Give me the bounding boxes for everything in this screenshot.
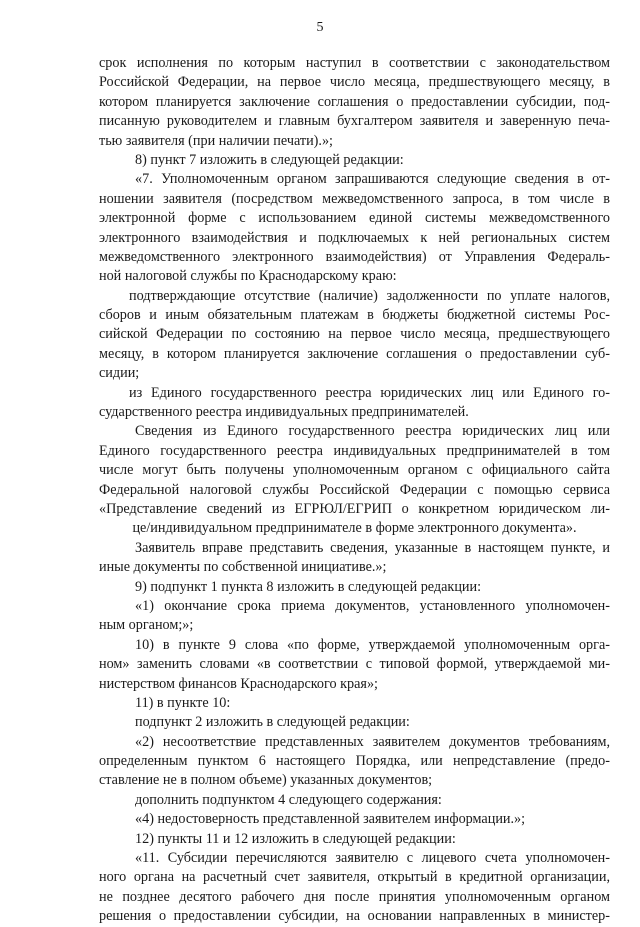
text-line: сийской Федерации по состоянию на первое число месяца, предшествующего xyxy=(99,326,610,343)
text-line: электронного взаимодействия и подключаемых к ней региональных систем xyxy=(99,229,610,246)
text-line: дополнить подпунктом 4 следующего содержания: xyxy=(135,791,442,808)
text-line: 12) пункты 11 и 12 изложить в следующей редакции: xyxy=(135,830,456,847)
text-line: межведомственного электронного взаимодействия) от Управления Федераль- xyxy=(99,248,610,265)
text-line: ношении заявителя (посредством межведомственного запроса, в том числе в xyxy=(99,190,610,207)
text-line: электронной форме с использованием единой системы межведомственного xyxy=(99,210,610,227)
text-line: «Представление сведений из ЕГРЮЛ/ЕГРИП о конкретном юридическом ли- xyxy=(99,500,610,517)
text-line: «11. Субсидии перечисляются заявителю с лицевого счета уполномочен- xyxy=(135,850,610,867)
text-line: ставление не в полном объеме) указанных документов; xyxy=(99,772,433,789)
text-line: подтверждающие отсутствие (наличие) задолженности по уплате налогов, xyxy=(129,287,610,304)
text-line: «1) окончание срока приема документов, установленного уполномочен- xyxy=(135,597,610,614)
text-line: числе могут быть получены уполномоченным органом с официального сайта xyxy=(99,462,610,479)
text-line: «2) несоответствие представленных заявителем документов требованиям, xyxy=(135,733,610,750)
text-line: 10) в пункте 9 слова «по форме, утверждаемой уполномоченным орга- xyxy=(135,636,610,653)
text-line: из Единого государственного реестра юридических лиц или Единого го- xyxy=(129,384,610,401)
text-line: ного органа на расчетный счет заявителя, открытый в кредитной организации, xyxy=(99,869,610,886)
text-line: месяцу, в котором планируется заключение соглашения о предоставлении суб- xyxy=(99,345,610,362)
text-line: решения о предоставлении субсидии, на основании направленных в министер- xyxy=(99,908,610,925)
text-line: не позднее десятого рабочего дня после принятия уполномоченным органом xyxy=(99,888,610,905)
text-line: ным органом;»; xyxy=(99,617,194,634)
text-line: определенным пунктом 6 настоящего Порядка, или непредставление (предо- xyxy=(99,753,610,770)
text-line: Заявитель вправе представить сведения, указанные в настоящем пункте, и xyxy=(135,539,610,556)
text-line: 11) в пункте 10: xyxy=(135,694,231,711)
text-line: «4) недостоверность представленной заявителем информации.»; xyxy=(135,811,526,828)
text-line: сударственного реестра индивидуальных предпринимателей. xyxy=(99,404,469,421)
text-line: тью заявителя (при наличии печати).»; xyxy=(99,132,333,149)
text-line: сборов и иным обязательным платежам в бюджеты бюджетной системы Рос- xyxy=(99,307,610,324)
text-line: 9) подпункт 1 пункта 8 изложить в следующей редакции: xyxy=(135,578,482,595)
text-line: нистерством финансов Краснодарского края»; xyxy=(99,675,378,692)
text-line: 8) пункт 7 изложить в следующей редакции: xyxy=(135,151,404,168)
text-line: срок исполнения по которым наступил в соответствии с законодательством xyxy=(99,55,610,71)
text-line: Единого государственного реестра индивидуальных предпринимателей в том xyxy=(99,442,610,459)
text-line: «7. Уполномоченным органом запрашиваются следующие сведения в от- xyxy=(135,171,610,188)
text-line: сидии; xyxy=(99,365,140,382)
text-line: писанную руководителем и главным бухгалтером заявителя и заверенную печа- xyxy=(99,113,610,130)
text-line: котором планируется заключение соглашения о предоставлении субсидии, под- xyxy=(99,93,610,110)
text-line: иные документы по собственной инициативе.»; xyxy=(99,559,387,576)
document-body xyxy=(99,54,610,927)
text-line: Российской Федерации, на первое число месяца, предшествующего месяцу, в xyxy=(99,74,610,91)
text-line: це/индивидуальном предпринимателе в форме электронного документа». xyxy=(132,520,577,537)
text-line: ном» заменить словами «в соответствии с типовой формой, утверждаемой ми- xyxy=(99,656,610,673)
text-line: подпункт 2 изложить в следующей редакции: xyxy=(135,714,410,731)
text-line: Федеральной налоговой службы Российской Федерации с помощью сервиса xyxy=(99,481,610,498)
page-number: 5 xyxy=(316,20,324,35)
text-line: ной налоговой службы по Краснодарскому краю: xyxy=(99,268,397,285)
text-line: Сведения из Единого государственного реестра юридических лиц или xyxy=(135,423,610,440)
